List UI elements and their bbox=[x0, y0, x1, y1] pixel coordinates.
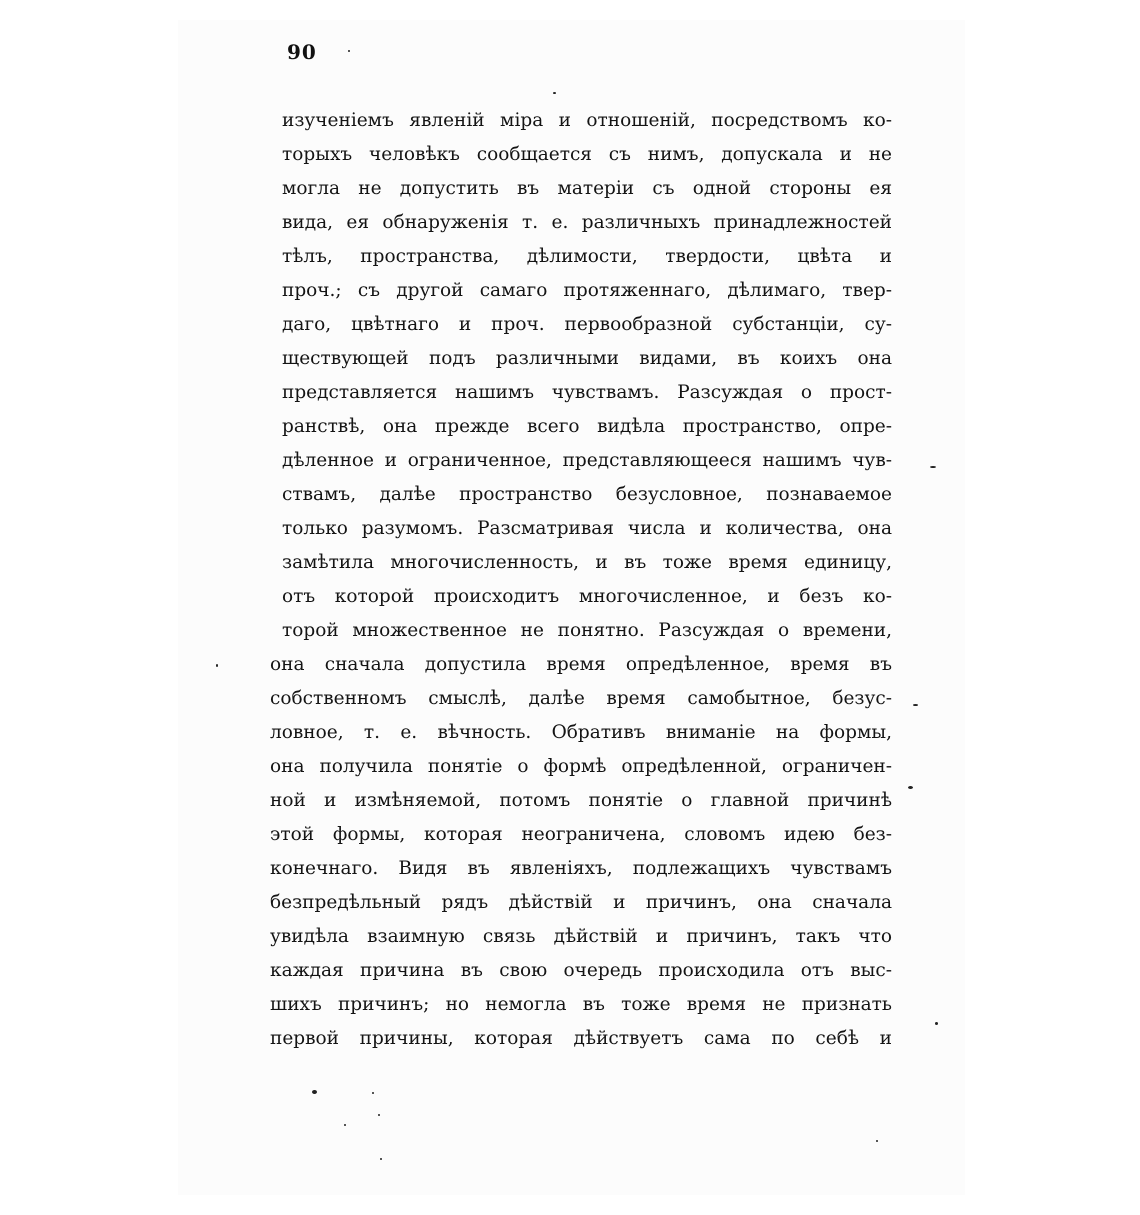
text-line: вида, ея обнаруженія т. е. различныхъ принадлежностей bbox=[282, 212, 892, 233]
text-line: каждая причина въ свою очередь происходила отъ выс- bbox=[270, 960, 892, 981]
print-speck bbox=[216, 664, 218, 667]
print-speck bbox=[344, 1124, 346, 1126]
text-line: она получила понятіе о формѣ опредѣленной, ограничен- bbox=[270, 756, 892, 777]
print-speck bbox=[930, 466, 936, 468]
text-line: первой причины, которая дѣйствуетъ сама по себѣ и bbox=[270, 1028, 892, 1049]
print-speck bbox=[876, 1140, 878, 1142]
text-line: ранствѣ, она прежде всего видѣла пространство, опре- bbox=[282, 416, 892, 437]
print-speck bbox=[348, 50, 350, 52]
text-line: представляется нашимъ чувствамъ. Разсуждая о прост- bbox=[282, 382, 892, 403]
text-line: конечнаго. Видя въ явленіяхъ, подлежащихъ чувствамъ bbox=[270, 858, 892, 879]
print-speck bbox=[378, 1114, 380, 1116]
text-line: ной и измѣняемой, потомъ понятіе о главной причинѣ bbox=[270, 790, 892, 811]
text-line: дѣленное и ограниченное, представляющееся нашимъ чув- bbox=[282, 450, 892, 471]
text-line: этой формы, которая неограничена, словомъ идею без- bbox=[270, 824, 892, 845]
text-line: ловное, т. е. вѣчность. Обративъ вниманіе на формы, bbox=[270, 722, 892, 743]
text-line: изученіемъ явленій міра и отношеній, посредствомъ ко- bbox=[282, 110, 892, 131]
text-line: отъ которой происходитъ многочисленное, и безъ ко- bbox=[282, 586, 892, 607]
text-line: она сначала допустила время опредѣленное, время въ bbox=[270, 654, 892, 675]
text-line: безпредѣльный рядъ дѣйствій и причинъ, она сначала bbox=[270, 892, 892, 913]
print-speck bbox=[908, 786, 913, 789]
text-line: увидѣла взаимную связь дѣйствій и причинъ, такъ что bbox=[270, 926, 892, 947]
print-speck bbox=[553, 92, 556, 94]
text-line: торой множественное не понятно. Разсуждая о времени, bbox=[282, 620, 892, 641]
print-speck bbox=[380, 1158, 382, 1160]
text-line: проч.; съ другой самаго протяженнаго, дѣлимаго, твер- bbox=[282, 280, 892, 301]
text-line: даго, цвѣтнаго и проч. первообразной субстанціи, су- bbox=[282, 314, 892, 335]
text-line: замѣтила многочисленность, и въ тоже время единицу, bbox=[282, 552, 892, 573]
body-text bbox=[270, 104, 910, 1056]
text-line: шихъ причинъ; но немогла въ тоже время не признать bbox=[270, 994, 892, 1015]
page-number: 90 bbox=[287, 40, 317, 64]
print-speck bbox=[312, 1090, 317, 1094]
text-line: только разумомъ. Разсматривая числа и количества, она bbox=[282, 518, 892, 539]
print-speck bbox=[913, 704, 918, 706]
text-line: ществующей подъ различными видами, въ коихъ она bbox=[282, 348, 892, 369]
text-line: могла не допустить въ матеріи съ одной стороны ея bbox=[282, 178, 892, 199]
text-line: собственномъ смыслѣ, далѣе время самобытное, безус- bbox=[270, 688, 892, 709]
text-line: торыхъ человѣкъ сообщается съ нимъ, допускала и не bbox=[282, 144, 892, 165]
print-speck bbox=[372, 1092, 374, 1094]
text-line: тѣлъ, пространства, дѣлимости, твердости, цвѣта и bbox=[282, 246, 892, 267]
text-line: ствамъ, далѣе пространство безусловное, познаваемое bbox=[282, 484, 892, 505]
print-speck bbox=[935, 1022, 938, 1025]
